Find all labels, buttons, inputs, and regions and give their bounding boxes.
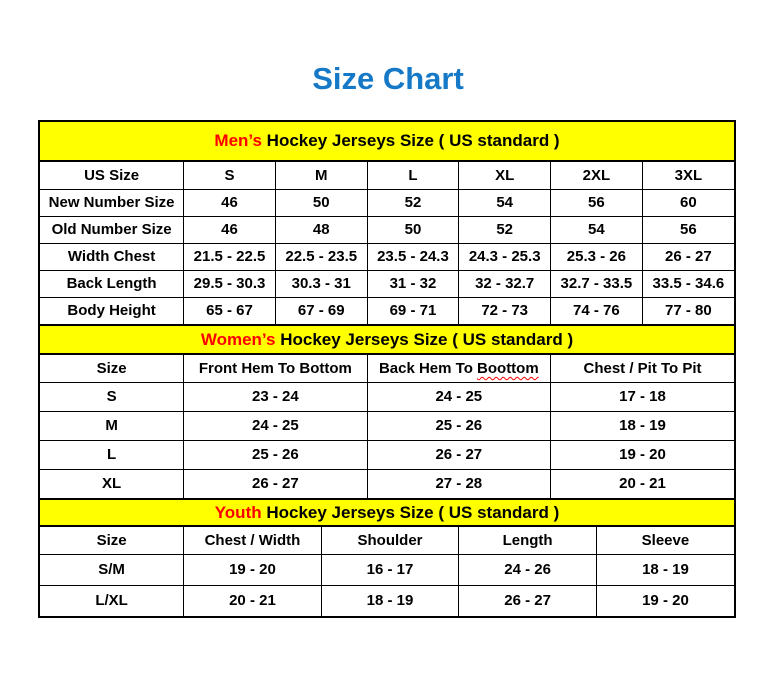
column-header: Sleeve — [596, 527, 734, 554]
table-cell: 20 - 21 — [551, 469, 734, 498]
table-cell: 25 - 26 — [367, 411, 550, 440]
row-label: Back Length — [40, 270, 184, 297]
table-cell: 33.5 - 34.6 — [642, 270, 734, 297]
column-header: Front Hem To Bottom — [184, 355, 367, 382]
table-cell: 23.5 - 24.3 — [367, 243, 459, 270]
table-cell: 24.3 - 25.3 — [459, 243, 551, 270]
womens-size-table — [40, 355, 734, 498]
mens-size-table — [40, 162, 734, 324]
table-row — [40, 382, 734, 411]
section-header-youth — [40, 498, 734, 527]
row-label: New Number Size — [40, 189, 184, 216]
section-title-accent: Men’s — [214, 131, 262, 150]
table-cell: 18 - 19 — [596, 554, 734, 585]
table-cell: 52 — [367, 189, 459, 216]
header-row — [40, 355, 734, 382]
table-row — [40, 554, 734, 585]
table-cell: 31 - 32 — [367, 270, 459, 297]
column-header: Length — [459, 527, 597, 554]
column-header: US Size — [40, 162, 184, 189]
table-cell: 23 - 24 — [184, 382, 367, 411]
section-mens — [40, 122, 734, 324]
section-womens — [40, 324, 734, 498]
table-cell: 72 - 73 — [459, 297, 551, 324]
column-header: XL — [459, 162, 551, 189]
row-label: S/M — [40, 554, 184, 585]
table-cell: 69 - 71 — [367, 297, 459, 324]
table-cell: 24 - 26 — [459, 554, 597, 585]
table-cell: 19 - 20 — [551, 440, 734, 469]
row-label: Body Height — [40, 297, 184, 324]
table-cell: 25.3 - 26 — [551, 243, 643, 270]
section-title-rest: Hockey Jerseys Size ( US standard ) — [275, 329, 574, 349]
row-label: L/XL — [40, 585, 184, 616]
table-cell: 65 - 67 — [184, 297, 276, 324]
table-row — [40, 270, 734, 297]
table-cell: 20 - 21 — [184, 585, 322, 616]
header-row — [40, 162, 734, 189]
table-cell: 74 - 76 — [551, 297, 643, 324]
table-cell: 48 — [275, 216, 367, 243]
table-cell: 50 — [367, 216, 459, 243]
table-row — [40, 189, 734, 216]
table-row — [40, 469, 734, 498]
table-cell: 32.7 - 33.5 — [551, 270, 643, 297]
table-cell: 22.5 - 23.5 — [275, 243, 367, 270]
table-cell: 30.3 - 31 — [275, 270, 367, 297]
row-label: XL — [40, 469, 184, 498]
column-header: Shoulder — [321, 527, 459, 554]
table-cell: 19 - 20 — [596, 585, 734, 616]
table-row — [40, 440, 734, 469]
table-cell: 24 - 25 — [367, 382, 550, 411]
table-cell: 56 — [642, 216, 734, 243]
table-cell: 56 — [551, 189, 643, 216]
table-cell: 26 - 27 — [367, 440, 550, 469]
table-cell: 26 - 27 — [642, 243, 734, 270]
column-header: Back Hem To Boottom — [367, 355, 550, 382]
table-row — [40, 411, 734, 440]
misspelled-word: Boottom — [477, 359, 539, 377]
column-header: Size — [40, 527, 184, 554]
section-youth — [40, 498, 734, 616]
table-cell: 52 — [459, 216, 551, 243]
size-chart — [38, 120, 736, 618]
table-cell: 50 — [275, 189, 367, 216]
table-cell: 32 - 32.7 — [459, 270, 551, 297]
table-row — [40, 585, 734, 616]
table-cell: 60 — [642, 189, 734, 216]
row-label: Old Number Size — [40, 216, 184, 243]
table-cell: 25 - 26 — [184, 440, 367, 469]
table-cell: 18 - 19 — [551, 411, 734, 440]
table-cell: 54 — [551, 216, 643, 243]
table-cell: 67 - 69 — [275, 297, 367, 324]
section-header-womens — [40, 324, 734, 355]
section-title-accent: Youth — [214, 502, 262, 522]
table-cell: 77 - 80 — [642, 297, 734, 324]
table-cell: 26 - 27 — [184, 469, 367, 498]
row-label: L — [40, 440, 184, 469]
column-header: L — [367, 162, 459, 189]
table-cell: 29.5 - 30.3 — [184, 270, 276, 297]
table-row — [40, 243, 734, 270]
header-row — [40, 527, 734, 554]
row-label: Width Chest — [40, 243, 184, 270]
column-header: Size — [40, 355, 184, 382]
page-title: Size Chart — [312, 61, 464, 96]
table-cell: 18 - 19 — [321, 585, 459, 616]
column-header: Chest / Pit To Pit — [551, 355, 734, 382]
table-cell: 17 - 18 — [551, 382, 734, 411]
table-cell: 24 - 25 — [184, 411, 367, 440]
column-header: 2XL — [551, 162, 643, 189]
table-cell: 54 — [459, 189, 551, 216]
section-header-mens — [40, 122, 734, 162]
table-cell: 27 - 28 — [367, 469, 550, 498]
column-header: Chest / Width — [184, 527, 322, 554]
table-cell: 19 - 20 — [184, 554, 322, 585]
table-cell: 21.5 - 22.5 — [184, 243, 276, 270]
column-header: M — [275, 162, 367, 189]
table-cell: 16 - 17 — [321, 554, 459, 585]
table-cell: 26 - 27 — [459, 585, 597, 616]
section-title-accent: Women’s — [200, 329, 276, 349]
row-label: S — [40, 382, 184, 411]
section-title-rest: Hockey Jerseys Size ( US standard ) — [261, 131, 560, 150]
column-header: S — [184, 162, 276, 189]
table-cell: 46 — [184, 216, 276, 243]
table-row — [40, 297, 734, 324]
table-cell: 46 — [184, 189, 276, 216]
row-label: M — [40, 411, 184, 440]
column-header: 3XL — [642, 162, 734, 189]
section-title-rest: Hockey Jerseys Size ( US standard ) — [261, 502, 560, 522]
youth-size-table — [40, 527, 734, 616]
table-row — [40, 216, 734, 243]
